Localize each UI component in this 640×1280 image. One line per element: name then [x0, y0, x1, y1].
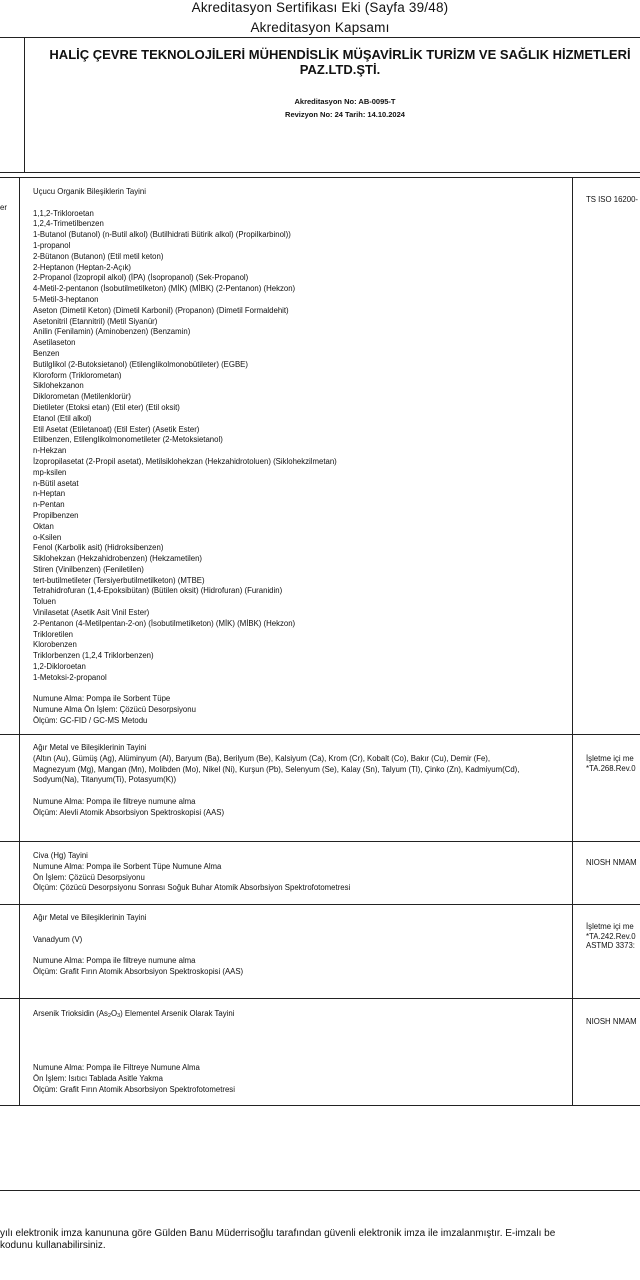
row-arsenic-title [33, 1009, 234, 1022]
row-voc-line: Etil Asetat (Etiletanoat) (Etil Ester) (Asetik Ester) [33, 424, 200, 434]
row-vanadium-line [33, 945, 243, 956]
method-line: *TA.268.Rev.0 [586, 763, 636, 773]
row-mercury-line: Numune Alma: Pompa ile Sorbent Tüpe Numune Alma [33, 861, 222, 871]
arsenic-title-part: O [111, 1009, 118, 1018]
row-arsenic-method [586, 1017, 637, 1027]
row-voc-line: Dietileter (Etoksi etan) (Etil eter) (Etil oksit) [33, 402, 180, 412]
arsenic-title-part: Arsenik Trioksidin (As [33, 1009, 108, 1018]
row-mercury-method [586, 858, 637, 868]
row-voc-line: Anilin (Fenilamin) (Aminobenzen) (Benzamin) [33, 327, 191, 337]
row-voc-line: Siklohekzan (Hekzahidrobenzen) (Hekzametilen) [33, 554, 203, 564]
row-separator [0, 841, 640, 842]
method-line: İşletme içi me [586, 922, 634, 931]
row-heavy-metals-content [33, 743, 519, 819]
revision-info: Revizyon No: 24 Tarih: 14.10.2024 [285, 110, 405, 119]
row-voc-line: mp-ksilen [33, 467, 67, 477]
row-heavy-metals-line: (Altın (Au), Gümüş (Ag), Alüminyum (Al), Baryum (Ba), Berilyum (Be), Kalsiyum (Ca), Krom (Cr), Kobalt (Co), Bakır (Cu), Demir (Fe), [33, 753, 491, 763]
row-heavy-metals-line: Ağır Metal ve Bileşiklerinin Tayini [33, 743, 147, 752]
row-voc-line [33, 198, 337, 209]
method-line: *TA.242.Rev.0 [586, 931, 636, 941]
row-voc-line [33, 684, 337, 695]
row-voc-line: Trikloretilen [33, 629, 74, 639]
company-name-line2: PAZ.LTD.ŞTİ. [299, 62, 381, 77]
row-heavy-metals-line: Ölçüm: Alevli Atomik Absorbsiyon Spektroskopisi (AAS) [33, 807, 225, 817]
row-vanadium-line: Vanadyum (V) [33, 934, 83, 944]
row-voc-line: tert-butilmetileter (Tersiyerbutilmetilketon) (MTBE) [33, 575, 205, 585]
row-voc-line: Tetrahidrofuran (1,4-Epoksibütan) (Bütilen oksit) (Hidrofuran) (Furanidin) [33, 586, 283, 596]
row-voc-line: 1-propanol [33, 240, 71, 250]
accreditation-number: Akreditasyon No: AB-0095-T [294, 97, 396, 106]
row-voc-line: İzopropilasetat (2-Propil asetat), Metilsiklohekzan (Hekzahidrotoluen) (Siklohekzilmetan) [33, 456, 337, 466]
method-line: NIOSH NMAM [586, 858, 637, 867]
row-vanadium-line: Ağır Metal ve Bileşiklerinin Tayini [33, 913, 147, 922]
row-voc-line: Numune Alma Ön İşlem: Çözücü Desorpsiyonu [33, 705, 196, 715]
row-voc-line: Kloroform (Triklorometan) [33, 370, 122, 380]
row-voc-method [586, 195, 638, 205]
row-voc-line: 1,1,2-Trikloroetan [33, 208, 94, 218]
row-arsenic-line: Ölçüm: Grafit Fırın Atomik Absorbsiyon Spektrofotometresi [33, 1084, 235, 1094]
row-heavy-metals-line: Numune Alma: Pompa ile filtreye numune alma [33, 796, 196, 806]
row-voc-line: Numune Alma: Pompa ile Sorbent Tüpe [33, 694, 171, 704]
row-heavy-metals-line: Magnezyum (Mg), Mangan (Mn), Molibden (Mo), Nikel (Ni), Kurşun (Pb), Selenyum (Se), Kalay (Sn), Talyum (Tl), Çinko (Zn), Kadmiyum(Cd), [33, 764, 520, 774]
row-voc-line: Toluen [33, 597, 56, 607]
row-voc-content [33, 187, 337, 727]
row-mercury-content [33, 851, 350, 894]
row-voc-line: 1-Butanol (Butanol) (n-Butil alkol) (Butilhidrati Bütirik alkol) (Propilkarbinol)) [33, 230, 291, 240]
row-voc-line: 2-Pentanon (4-Metilpentan-2-on) (İsobutilmetilketon) (MİK) (MİBK) (Hekzon) [33, 618, 296, 628]
row-voc-line: 1-Metoksi-2-propanol [33, 672, 107, 682]
row-vanadium-method [586, 922, 636, 951]
row-separator [0, 734, 640, 735]
row-voc-line: 5-Metil-3-heptanon [33, 294, 99, 304]
table-col-divider-right [572, 177, 573, 1106]
row-voc-line: Diklorometan (Metilenklorür) [33, 392, 131, 402]
footer-signature-text: yılı elektronik imza kanununa göre Gülden Banu Müderrisoğlu tarafından güvenli elektronik imza ile imzalanmıştır. E-imzalı be [0, 1228, 556, 1239]
row-voc-line: Ölçüm: GC-FID / GC-MS Metodu [33, 716, 148, 726]
row-voc-line: 2-Propanol (İzopropil alkol) (İPA) (İsopropanol) (Sek-Propanol) [33, 273, 249, 283]
row-voc-line: Stiren (Vinilbenzen) (Feniletilen) [33, 564, 144, 574]
row-vanadium-line: Ölçüm: Grafit Fırın Atomik Absorbsiyon Spektroskopisi (AAS) [33, 966, 244, 976]
arsenic-title-part: ) Elementel Arsenik Olarak Tayini [120, 1009, 235, 1018]
row-voc-line: Vinilasetat (Asetik Asit Vinil Ester) [33, 608, 150, 618]
row-voc-line: Siklohekzanon [33, 381, 84, 391]
row-voc-line: Oktan [33, 521, 54, 531]
document-header-title: Akreditasyon Sertifikası Eki (Sayfa 39/48) [191, 0, 449, 15]
row-voc-line: Butilglikol (2-Butoksietanol) (Etilenglikolmonobütileter) (EGBE) [33, 359, 248, 369]
method-line: İşletme içi me [586, 754, 634, 763]
row-arsenic-content [33, 1063, 235, 1095]
row-voc-line: Fenol (Karbolik asit) (Hidroksibenzen) [33, 543, 164, 553]
company-box-divider [24, 37, 25, 173]
row-arsenic-line: Ön İşlem: Isıtıcı Tablada Asitle Yakma [33, 1073, 164, 1083]
row-voc-line: Triklorbenzen (1,2,4 Triklorbenzen) [33, 651, 154, 661]
row-vanadium-line [33, 924, 243, 935]
row-voc-line: 1,2-Dikloroetan [33, 662, 86, 672]
row-voc-line: 2-Heptanon (Heptan-2-Açık) [33, 262, 131, 272]
arsenic-subscript: 3 [117, 1013, 121, 1019]
row-mercury-line: Ön İşlem: Çözücü Desorpsiyonu [33, 872, 145, 882]
company-name-line1: HALİÇ ÇEVRE TEKNOLOJİLERİ MÜHENDİSLİK MÜŞAVİRLİK TURİZM VE SAĞLIK HİZMETLERİ [49, 47, 631, 62]
row-voc-line: 1,2,4-Trimetilbenzen [33, 219, 104, 229]
row-voc-line: n-Pentan [33, 500, 65, 510]
row-voc-line: n-Bütil asetat [33, 478, 79, 488]
row-voc-line: Propilbenzen [33, 510, 79, 520]
row-voc-line: n-Hekzan [33, 446, 67, 456]
footer-verification-text: kodunu kullanabilirsiniz. [0, 1240, 106, 1251]
row-voc-line: Asetilaseton [33, 338, 76, 348]
arsenic-subscript: 2 [107, 1013, 112, 1019]
row-mercury-line: Civa (Hg) Tayini [33, 851, 88, 860]
row-voc-line: Etilbenzen, Etilenglikolmonometileter (2-Metoksietanol) [33, 435, 223, 445]
footer-divider [0, 1190, 640, 1191]
row-voc-line: o-Ksilen [33, 532, 62, 542]
row-voc-line: Uçucu Organik Bileşiklerin Tayini [33, 187, 146, 196]
row-voc-line: Klorobenzen [33, 640, 77, 650]
row-vanadium-line: Numune Alma: Pompa ile filtreye numune alma [33, 956, 196, 966]
left-column-fragment: er [0, 203, 7, 212]
method-line: ASTMD 3373: [586, 941, 635, 951]
method-line: TS ISO 16200- [586, 195, 639, 204]
method-line: NIOSH NMAM [586, 1017, 637, 1026]
row-heavy-metals-line [33, 786, 519, 797]
row-voc-line: Aseton (Dimetil Keton) (Dimetil Karbonil) (Propanon) (Dimetil Formaldehit) [33, 305, 289, 315]
row-voc-line: Asetonitril (Etannitril) (Metil Siyanür) [33, 316, 158, 326]
row-voc-line: Benzen [33, 348, 60, 358]
row-heavy-metals-method [586, 754, 636, 773]
row-voc-line: Etanol (Etil alkol) [33, 413, 92, 423]
row-mercury-line: Ölçüm: Çözücü Desorpsiyonu Sonrası Soğuk Buhar Atomik Absorbsiyon Spektrofotometresi [33, 883, 351, 893]
row-voc-line: 4-Metil-2-pentanon (İsobutilmetilketon) (MİK) (MİBK) (2-Pentanon) (Hekzon) [33, 284, 296, 294]
row-separator [0, 998, 640, 999]
row-heavy-metals-line: Sodyum(Na), Titanyum(Ti), Potasyum(K)) [33, 775, 177, 785]
row-separator [0, 904, 640, 905]
row-voc-line: n-Heptan [33, 489, 66, 499]
table-col-divider-left [19, 177, 20, 1106]
row-voc-line: 2-Bütanon (Butanon) (Etil metil keton) [33, 251, 164, 261]
row-arsenic-line: Numune Alma: Pompa ile Filtreye Numune Alma [33, 1063, 200, 1072]
document-header-subtitle: Akreditasyon Kapsamı [250, 20, 390, 35]
row-vanadium-content [33, 913, 243, 978]
